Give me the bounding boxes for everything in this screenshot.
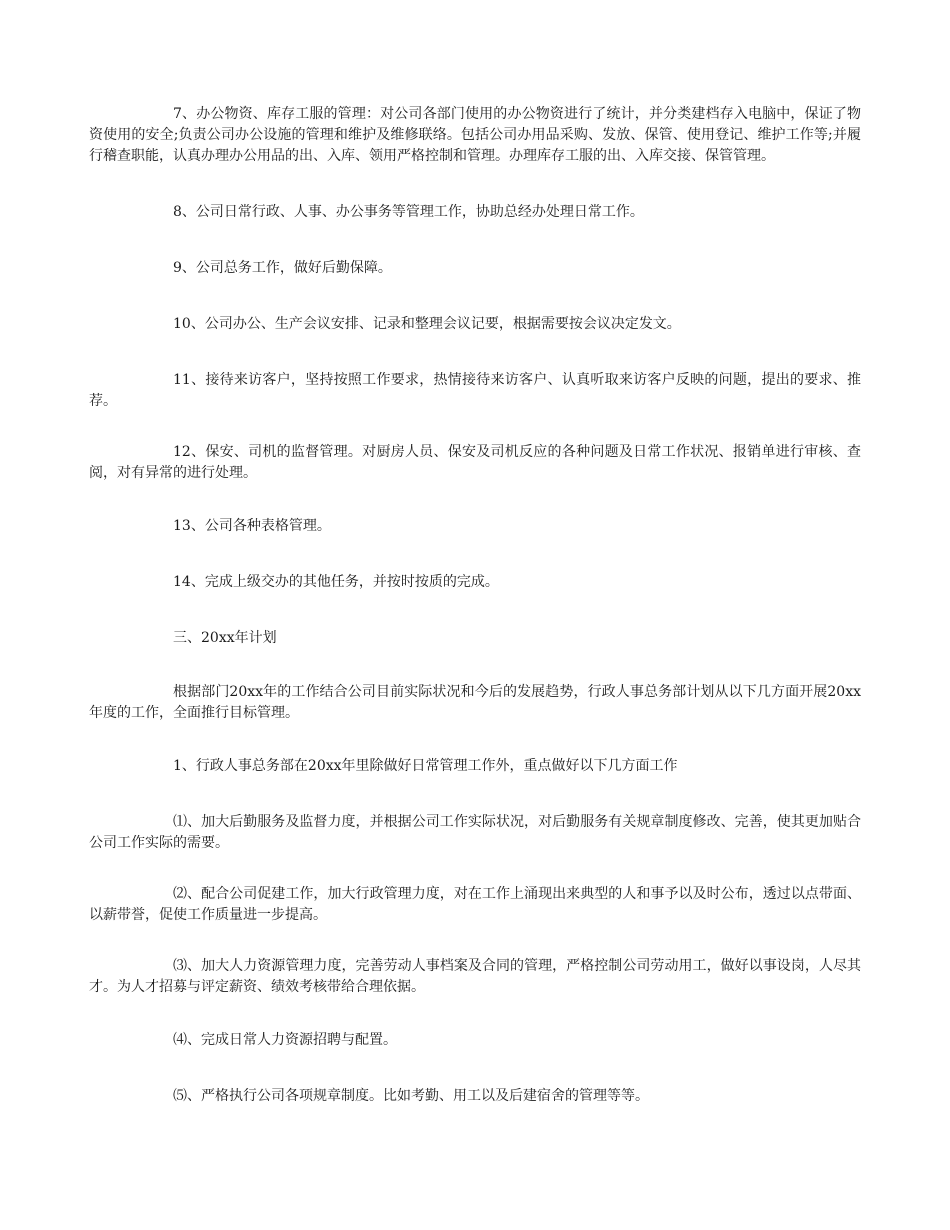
paragraph-subitem-2: ⑵、配合公司促建工作，加大行政管理力度，对在工作上涌现出来典型的人和事予以及时公布，透过以点带面、以薪带誉，促使工作质量进一步提高。 (89, 886, 861, 923)
paragraph-item-12: 12、保安、司机的监督管理。对厨房人员、保安及司机反应的各种问题及日常工作状况、报销单进行审核、查阅，对有异常的进行处理。 (89, 444, 861, 481)
document-body (89, 104, 861, 1107)
paragraph-subitem-3: ⑶、加大人力资源管理力度，完善劳动人事档案及合同的管理，严格控制公司劳动用工，做好以事设岗，人尽其才。为人才招募与评定薪资、绩效考核带给合理依据。 (89, 958, 861, 995)
paragraph-item-10: 10、公司办公、生产会议安排、记录和整理会议记要，根据需要按会议决定发文。 (173, 316, 681, 332)
paragraph-subitem-5: ⑸、严格执行公司各项规章制度。比如考勤、用工以及后建宿舍的管理等等。 (173, 1088, 649, 1104)
paragraph-item-13: 13、公司各种表格管理。 (173, 518, 331, 534)
paragraph-item-9: 9、公司总务工作，做好后勤保障。 (173, 260, 392, 276)
paragraph-subitem-4: ⑷、完成日常人力资源招聘与配置。 (173, 1032, 397, 1048)
paragraph-item-8: 8、公司日常行政、人事、办公事务等管理工作，协助总经办处理日常工作。 (173, 204, 644, 220)
section-heading: 三、20xx年计划 (173, 630, 277, 646)
paragraph-plan-intro: 根据部门20xx年的工作结合公司目前实际状况和今后的发展趋势，行政人事总务部计划从以下几方面开展20xx年度的工作，全面推行目标管理。 (89, 684, 861, 721)
paragraph-subitem-1: ⑴、加大后勤服务及监督力度，并根据公司工作实际状况，对后勤服务有关规章制度修改、完善，使其更加贴合公司工作实际的需要。 (89, 814, 861, 851)
paragraph-item-11: 11、接待来访客户，坚持按照工作要求，热情接待来访客户、认真听取来访客户反映的问题，提出的要求、推荐。 (89, 372, 861, 409)
paragraph-plan-item-1: 1、行政人事总务部在20xx年里除做好日常管理工作外，重点做好以下几方面工作 (173, 758, 678, 774)
paragraph-item-14: 14、完成上级交办的其他任务，并按时按质的完成。 (173, 574, 499, 590)
paragraph-item-7: 7、办公物资、库存工服的管理：对公司各部门使用的办公物资进行了统计，并分类建档存入电脑中，保证了物资使用的安全;负责公司办公设施的管理和维护及维修联络。包括公司办用品采购、发放、保管、使用登记、维护工作等;并履行稽查职能，认真办理办公用品的出、入库、领用严格控制和管理。办理库存工服的出、入库交接、保管管理。 (89, 106, 861, 164)
